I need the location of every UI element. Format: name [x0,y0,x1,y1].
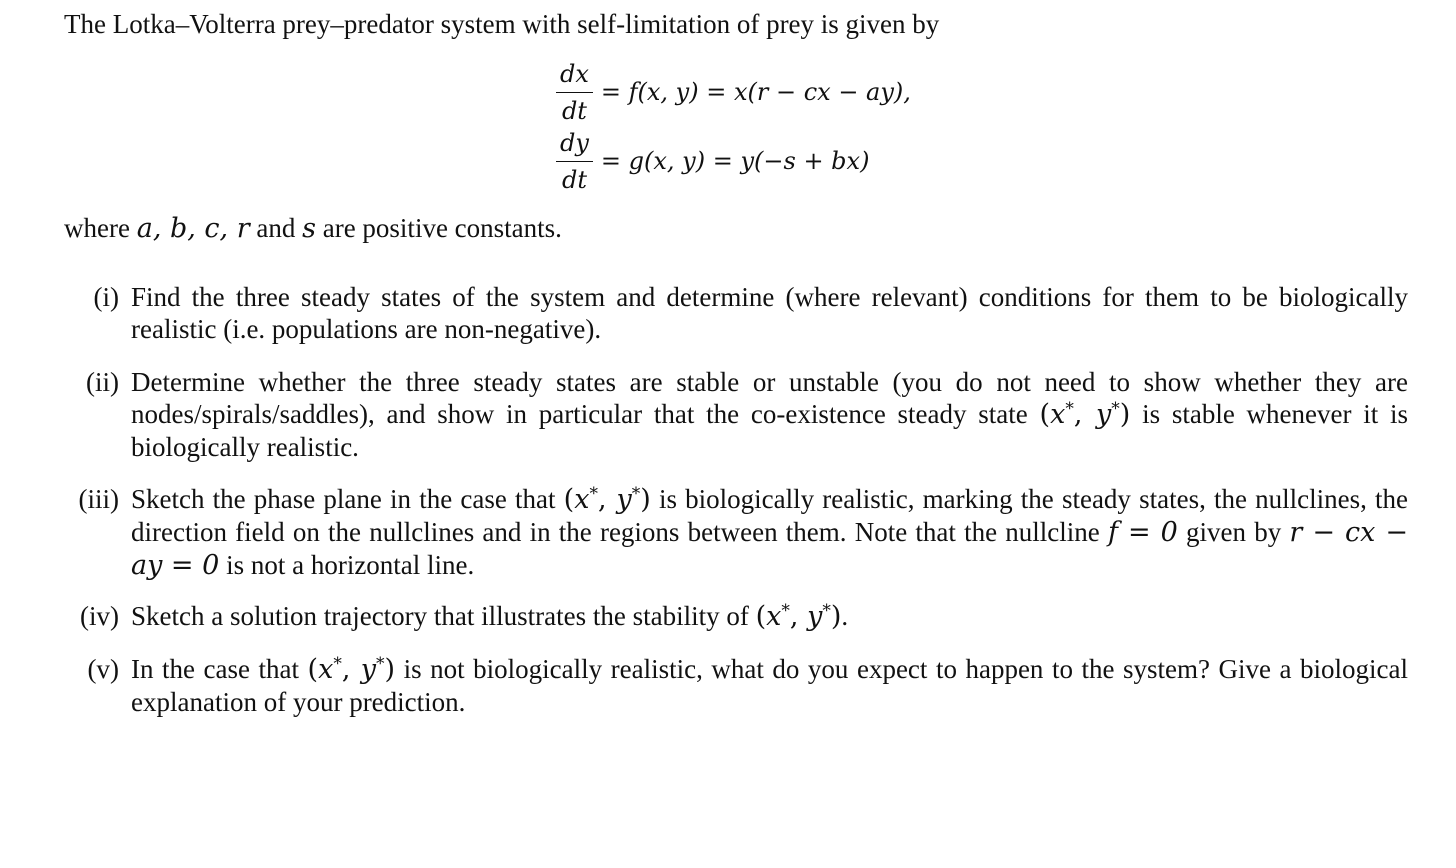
fraction-numerator: dy [556,128,593,162]
part-text: Sketch the phase plane in the case that [131,484,556,514]
part-body [131,483,1408,582]
nullcline-f-zero: f = 0 [1107,517,1178,548]
where-suffix: are positive constants. [322,213,562,243]
fraction-dx-dt [556,59,593,126]
part-text: given by [1186,517,1282,547]
equation-dy-dt [552,129,869,193]
part-body [131,600,1408,633]
part-body [131,366,1408,463]
part-label: (i) [93,282,119,312]
fraction-numerator: dx [556,59,593,93]
part-text: Determine whether the three steady states are stable or unstable (you do not need to show whether they are nodes/spirals/saddles), and show in particular that the co-existence steady state [131,367,1408,429]
part-label: (iv) [80,601,119,631]
part-body [131,653,1408,718]
part-text: Find the three steady states of the system and determine (where relevant) conditions for them to be biologically realistic (i.e. populations are non-negative). [131,282,1408,344]
part-text: . [841,601,849,631]
where-prefix: where [64,213,130,243]
steady-state-symbol: (x*, y*) [307,654,396,685]
part-label: (v) [87,654,119,684]
where-paragraph [64,212,1404,245]
constant-s: s [302,213,316,244]
intro-paragraph: The Lotka–Volterra prey–predator system with self-limitation of prey is given by [64,9,940,39]
part-text: is not a horizontal line. [226,550,475,580]
part-text: Sketch a solution trajectory that illustrates the stability of [131,601,749,631]
and-word: and [256,213,296,243]
part-label: (iii) [78,484,119,514]
equation-rhs: = g(x, y) = y(−s + bx) [600,147,870,175]
nullcline-equation: r − cx − ay = 0 [131,517,1408,581]
part-body [131,281,1408,345]
part-text: is not biologically realistic, what do you expect to happen to the system? Give a biological explanation of your prediction. [131,654,1409,717]
part-text: is biologically realistic, marking the steady states, the nullclines, the direction field on the nullclines and in the regions between them. Note that the nullcline [131,484,1409,547]
fraction-denominator: dt [561,165,587,194]
part-text: is stable whenever it is biologically realistic. [131,399,1409,462]
steady-state-symbol: (x*, y*) [755,601,842,632]
fraction-denominator: dt [561,96,587,125]
equation-rhs: = f(x, y) = x(r − cx − ay), [600,78,911,106]
equation-dx-dt [552,60,911,124]
part-label: (ii) [86,367,119,397]
steady-state-symbol: (x*, y*) [563,484,651,515]
constants-list: a, b, c, r [136,213,250,244]
fraction-dy-dt [556,128,593,195]
steady-state-symbol: (x*, y*) [1039,399,1131,430]
part-text: In the case that [131,654,299,684]
